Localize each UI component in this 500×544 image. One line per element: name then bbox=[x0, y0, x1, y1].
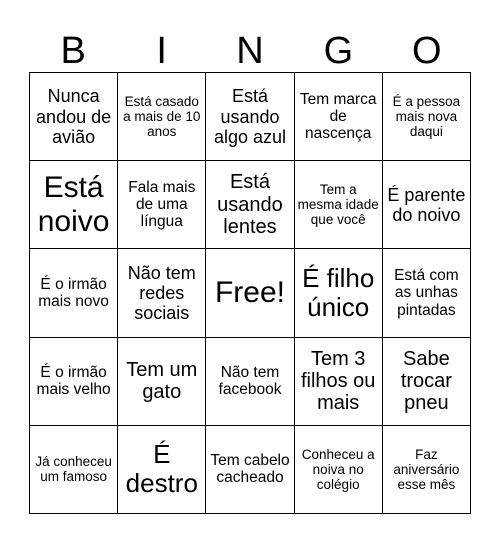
bingo-cell[interactable]: Não tem redes sociais bbox=[118, 249, 206, 337]
header-letter-n: N bbox=[236, 30, 264, 72]
bingo-cell[interactable]: Sabe trocar pneu bbox=[383, 338, 471, 426]
bingo-cell[interactable]: Tem a mesma idade que você bbox=[295, 161, 383, 249]
bingo-cell[interactable]: É o irmão mais novo bbox=[30, 249, 118, 337]
bingo-board bbox=[29, 72, 471, 514]
bingo-cell[interactable]: É filho único bbox=[295, 249, 383, 337]
bingo-cell[interactable]: É o irmão mais velho bbox=[30, 338, 118, 426]
bingo-cell[interactable]: Conheceu a noiva no colégio bbox=[295, 426, 383, 514]
bingo-cell[interactable]: Tem cabelo cacheado bbox=[206, 426, 294, 514]
header-letter-o: O bbox=[412, 30, 442, 72]
bingo-cell[interactable]: Faz aniversário esse mês bbox=[383, 426, 471, 514]
header-letter-b: B bbox=[60, 30, 86, 72]
bingo-cell[interactable]: Não tem facebook bbox=[206, 338, 294, 426]
bingo-cell[interactable]: Fala mais de uma língua bbox=[118, 161, 206, 249]
header-letter-i: I bbox=[156, 30, 167, 72]
bingo-cell[interactable]: É a pessoa mais nova daqui bbox=[383, 73, 471, 161]
bingo-cell[interactable]: Já conheceu um famoso bbox=[30, 426, 118, 514]
bingo-cell[interactable]: É destro bbox=[118, 426, 206, 514]
bingo-cell[interactable]: Está usando algo azul bbox=[206, 73, 294, 161]
bingo-header bbox=[29, 30, 471, 72]
bingo-free-cell[interactable]: Free! bbox=[206, 249, 294, 337]
header-letter-g: G bbox=[323, 30, 354, 72]
bingo-cell[interactable]: Tem 3 filhos ou mais bbox=[295, 338, 383, 426]
bingo-cell[interactable]: Nunca andou de avião bbox=[30, 73, 118, 161]
bingo-cell[interactable]: Está com as unhas pintadas bbox=[383, 249, 471, 337]
bingo-cell[interactable]: Tem marca de nascença bbox=[295, 73, 383, 161]
bingo-cell[interactable]: Está usando lentes bbox=[206, 161, 294, 249]
bingo-cell[interactable]: É parente do noivo bbox=[383, 161, 471, 249]
bingo-cell[interactable]: Está noivo bbox=[30, 161, 118, 249]
bingo-cell[interactable]: Tem um gato bbox=[118, 338, 206, 426]
bingo-cell[interactable]: Está casado a mais de 10 anos bbox=[118, 73, 206, 161]
